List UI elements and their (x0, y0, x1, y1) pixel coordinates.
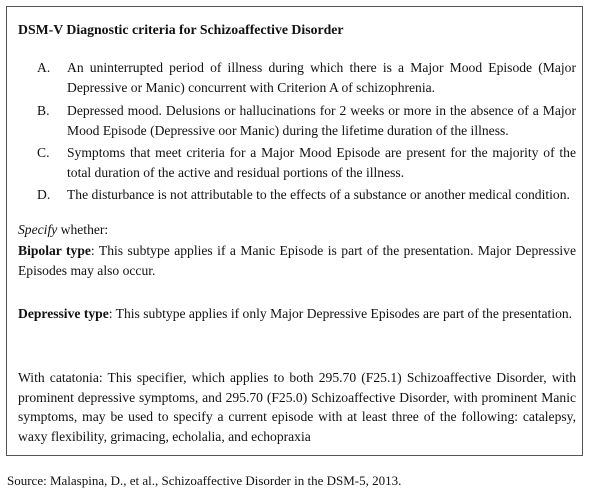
depressive-type-text: : This subtype applies if only Major Depressive Episodes are part of the presentation. (108, 306, 573, 321)
criterion-a-letter: A. (37, 60, 51, 75)
depressive-type-label: Depressive type (18, 306, 109, 321)
criterion-c-letter: C. (37, 145, 50, 160)
catatonia-paragraph: With catatonia: This specifier, which applies to both 295.70 (F25.1) Schizoaffective Disorder, with prominent depressive symptoms, and 295.70 (F25.0) Schizoaffective Disorder, with prominent Manic symptoms, may be used to specify a current episode with at least three of the following: catalepsy, waxy flexibility, grimacing, echolalia, and echopraxia (18, 370, 576, 444)
box-title: DSM-V Diagnostic criteria for Schizoaffective Disorder (18, 22, 344, 37)
bipolar-type-label: Bipolar type (18, 243, 91, 258)
criteria-box (6, 6, 583, 456)
specify-italic: Specify (18, 222, 58, 237)
criterion-a-text: An uninterrupted period of illness during which there is a Major Mood Episode (Major Depressive or Manic) concurrent with Criterion A of schizophrenia. (67, 60, 576, 95)
bipolar-type-text: : This subtype applies if a Manic Episode is part of the presentation. Major Depressive Episodes may also occur. (18, 243, 576, 278)
criterion-b-text: Depressed mood. Delusions or hallucinations for 2 weeks or more in the absence of a Major Mood Episode (Depressive oor Manic) during the lifetime duration of the illness. (67, 103, 576, 138)
depressive-type-paragraph (18, 304, 576, 324)
source-citation: Source: Malaspina, D., et al., Schizoaffective Disorder in the DSM-5, 2013. (7, 473, 402, 488)
specify-rest: whether: (57, 222, 109, 237)
bipolar-type-paragraph (18, 241, 576, 280)
criterion-d-letter: D. (37, 187, 51, 202)
criterion-b-letter: B. (37, 103, 50, 118)
criterion-d-text: The disturbance is not attributable to the effects of a substance or another medical condition. (67, 187, 570, 202)
specify-line (18, 221, 108, 239)
criterion-c-text: Symptoms that meet criteria for a Major Mood Episode are present for the majority of the total duration of the active and residual portions of the illness. (67, 145, 576, 180)
